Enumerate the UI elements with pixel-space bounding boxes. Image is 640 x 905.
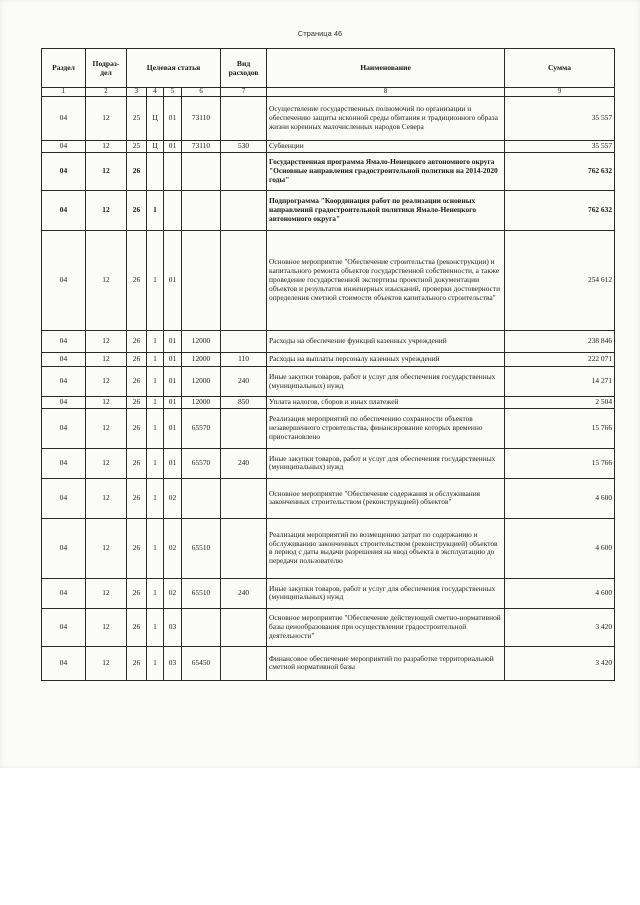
cell-target-part1: 25 [127,97,147,141]
col-number: 6 [182,88,221,97]
cell-vid-rashodov: 530 [221,141,267,153]
cell-naimenovanie: Государственная программа Ямало-Ненецкого автономного округа "Основные направления градостроительной политики на 2014-2020 годы" [267,153,505,191]
cell-summa: 254 612 [505,231,615,331]
cell-target-part2: 1 [147,231,164,331]
cell-target-part2: 1 [147,578,164,608]
cell-target-part1: 26 [127,608,147,646]
cell-target-part2: 1 [147,646,164,680]
cell-vid-rashodov [221,97,267,141]
cell-vid-rashodov: 850 [221,397,267,409]
table-row [42,448,615,478]
cell-target-part2: 1 [147,367,164,397]
table-row [42,231,615,331]
cell-target-part1: 26 [127,578,147,608]
cell-vid-rashodov [221,518,267,578]
cell-target-part4: 65510 [182,578,221,608]
cell-target-part3: 01 [164,331,182,353]
cell-summa: 238 846 [505,331,615,353]
cell-podrazdel: 12 [86,578,127,608]
cell-target-part2: Ц [147,97,164,141]
table-row [42,353,615,367]
cell-naimenovanie: Иные закупки товаров, работ и услуг для обеспечения государственных (муниципальных) нужд [267,367,505,397]
cell-target-part3: 01 [164,367,182,397]
cell-naimenovanie: Иные закупки товаров, работ и услуг для обеспечения государственных (муниципальных) нужд [267,578,505,608]
cell-target-part2: 1 [147,478,164,518]
header-celevaya-statya: Целевая статья [127,49,221,88]
cell-podrazdel: 12 [86,646,127,680]
cell-naimenovanie: Расходы на выплаты персоналу казенных учреждений [267,353,505,367]
cell-summa: 35 557 [505,141,615,153]
cell-target-part3 [164,153,182,191]
table-row [42,141,615,153]
col-number: 9 [505,88,615,97]
table-row [42,397,615,409]
cell-podrazdel: 12 [86,231,127,331]
cell-razdel: 04 [42,231,86,331]
cell-target-part4: 73110 [182,141,221,153]
table-row [42,153,615,191]
cell-target-part4: 12000 [182,367,221,397]
budget-table [41,48,615,681]
cell-summa: 762 632 [505,153,615,191]
cell-target-part1: 26 [127,331,147,353]
cell-summa: 3 420 [505,608,615,646]
cell-target-part2: 1 [147,353,164,367]
table-row [42,191,615,231]
cell-target-part1: 25 [127,141,147,153]
cell-target-part3: 01 [164,353,182,367]
cell-target-part3: 02 [164,518,182,578]
cell-vid-rashodov [221,153,267,191]
cell-razdel: 04 [42,518,86,578]
cell-naimenovanie: Основное мероприятие "Обеспечение содержания и обслуживания законченных строительством (реконструкцией) объектов" [267,478,505,518]
header-summa: Сумма [505,49,615,88]
cell-target-part1: 26 [127,448,147,478]
cell-vid-rashodov [221,408,267,448]
cell-podrazdel: 12 [86,518,127,578]
cell-podrazdel: 12 [86,141,127,153]
cell-target-part4: 65450 [182,646,221,680]
cell-naimenovanie: Уплата налогов, сборов и иных платежей [267,397,505,409]
cell-target-part1: 26 [127,153,147,191]
cell-target-part3: 01 [164,397,182,409]
cell-target-part3: 02 [164,578,182,608]
table-row [42,97,615,141]
cell-naimenovanie: Реализация мероприятий по обеспечению сохранности объектов незавершенного строительства, финансирование которых временно приостановлено [267,408,505,448]
cell-podrazdel: 12 [86,397,127,409]
cell-podrazdel: 12 [86,608,127,646]
cell-target-part1: 26 [127,231,147,331]
cell-target-part1: 26 [127,353,147,367]
cell-podrazdel: 12 [86,153,127,191]
cell-razdel: 04 [42,646,86,680]
header-razdel: Раздел [42,49,86,88]
cell-razdel: 04 [42,353,86,367]
cell-target-part3: 01 [164,408,182,448]
cell-summa: 3 420 [505,646,615,680]
cell-naimenovanie: Основное мероприятие "Обеспечение действующей сметно-нормативной базы ценообразования при осуществлении градостроительной деятельности" [267,608,505,646]
cell-summa: 2 504 [505,397,615,409]
col-number: 3 [127,88,147,97]
cell-razdel: 04 [42,397,86,409]
cell-target-part1: 26 [127,478,147,518]
cell-podrazdel: 12 [86,331,127,353]
cell-target-part2: 1 [147,397,164,409]
cell-target-part4: 12000 [182,353,221,367]
cell-target-part2: 1 [147,448,164,478]
cell-summa: 4 600 [505,478,615,518]
table-row [42,478,615,518]
cell-target-part1: 26 [127,191,147,231]
cell-target-part2: 1 [147,518,164,578]
cell-razdel: 04 [42,191,86,231]
cell-target-part4 [182,608,221,646]
cell-target-part1: 26 [127,367,147,397]
table-row [42,367,615,397]
col-number: 7 [221,88,267,97]
header-naimenovanie: Наименование [267,49,505,88]
header-row [42,49,615,88]
cell-vid-rashodov: 240 [221,448,267,478]
cell-podrazdel: 12 [86,191,127,231]
cell-podrazdel: 12 [86,367,127,397]
cell-razdel: 04 [42,141,86,153]
page-number-label: Страница 46 [297,29,343,38]
cell-summa: 35 557 [505,97,615,141]
cell-razdel: 04 [42,331,86,353]
cell-summa: 15 766 [505,448,615,478]
header-vid-rashodov: Вид расходов [221,49,267,88]
cell-target-part1: 26 [127,408,147,448]
table-row [42,408,615,448]
cell-target-part4: 65570 [182,408,221,448]
col-number: 1 [42,88,86,97]
cell-target-part2: 1 [147,408,164,448]
cell-target-part4: 12000 [182,397,221,409]
cell-naimenovanie: Иные закупки товаров, работ и услуг для обеспечения государственных (муниципальных) нужд [267,448,505,478]
cell-target-part3: 02 [164,478,182,518]
cell-podrazdel: 12 [86,353,127,367]
cell-summa: 222 071 [505,353,615,367]
table-row [42,331,615,353]
cell-podrazdel: 12 [86,97,127,141]
cell-vid-rashodov [221,231,267,331]
cell-target-part3: 03 [164,646,182,680]
cell-target-part4 [182,153,221,191]
cell-razdel: 04 [42,408,86,448]
cell-vid-rashodov [221,191,267,231]
cell-naimenovanie: Основное мероприятие "Обеспечение строительства (реконструкции) и капитального ремонта объектов государственной собственности, а также проведение государственной экспертизы проектной документации объектов и результатов инженерных изысканий, проверки достоверности определения сметной стоимости объектов капитального строительства" [267,231,505,331]
cell-target-part4: 65510 [182,518,221,578]
col-number: 5 [164,88,182,97]
cell-summa: 15 766 [505,408,615,448]
cell-target-part2: 1 [147,331,164,353]
cell-podrazdel: 12 [86,408,127,448]
cell-target-part3: 01 [164,97,182,141]
table-row [42,578,615,608]
cell-razdel: 04 [42,367,86,397]
cell-target-part2: 1 [147,608,164,646]
cell-target-part3: 01 [164,448,182,478]
cell-vid-rashodov [221,478,267,518]
table-row [42,608,615,646]
table-row [42,646,615,680]
column-number-row [42,88,615,97]
cell-razdel: 04 [42,608,86,646]
cell-target-part3: 01 [164,231,182,331]
cell-naimenovanie: Реализация мероприятий по возмещению затрат по содержанию и обслуживанию законченных строительством (реконструкцией) объектов в период с даты выдачи разрешения на ввод объекта в эксплуатацию до передачи пользователю [267,518,505,578]
cell-razdel: 04 [42,97,86,141]
cell-target-part4: 12000 [182,331,221,353]
cell-naimenovanie: Финансовое обеспечение мероприятий по разработке территориальной сметной нормативной базы [267,646,505,680]
cell-vid-rashodov: 240 [221,367,267,397]
cell-target-part4 [182,191,221,231]
cell-vid-rashodov [221,331,267,353]
cell-razdel: 04 [42,153,86,191]
cell-target-part4 [182,231,221,331]
cell-target-part4 [182,478,221,518]
col-number: 4 [147,88,164,97]
cell-vid-rashodov: 110 [221,353,267,367]
cell-vid-rashodov [221,646,267,680]
cell-vid-rashodov: 240 [221,578,267,608]
cell-target-part1: 26 [127,518,147,578]
cell-razdel: 04 [42,478,86,518]
cell-vid-rashodov [221,608,267,646]
cell-target-part2 [147,153,164,191]
cell-target-part2: Ц [147,141,164,153]
cell-podrazdel: 12 [86,478,127,518]
cell-target-part1: 26 [127,397,147,409]
cell-naimenovanie: Субвенции [267,141,505,153]
cell-podrazdel: 12 [86,448,127,478]
table-row [42,518,615,578]
cell-summa: 4 600 [505,518,615,578]
cell-target-part4: 65570 [182,448,221,478]
cell-target-part4: 73110 [182,97,221,141]
cell-target-part3 [164,191,182,231]
cell-naimenovanie: Подпрограмма "Координация работ по реализации основных направлений градостроительной политики Ямало-Ненецкого автономного округа" [267,191,505,231]
header-podrazdel: Подраз-дел [86,49,127,88]
cell-target-part1: 26 [127,646,147,680]
cell-razdel: 04 [42,578,86,608]
cell-summa: 762 632 [505,191,615,231]
cell-razdel: 04 [42,448,86,478]
col-number: 8 [267,88,505,97]
col-number: 2 [86,88,127,97]
cell-summa: 14 271 [505,367,615,397]
cell-target-part2: 1 [147,191,164,231]
bottom-margin [0,768,640,905]
cell-naimenovanie: Расходы на обеспечение функций казенных учреждений [267,331,505,353]
cell-summa: 4 600 [505,578,615,608]
cell-target-part3: 01 [164,141,182,153]
cell-target-part3: 03 [164,608,182,646]
cell-naimenovanie: Осуществление государственных полномочий по организации и обеспечению защиты исконной среды обитания и традиционного образа жизни коренных малочисленных народов Севера [267,97,505,141]
